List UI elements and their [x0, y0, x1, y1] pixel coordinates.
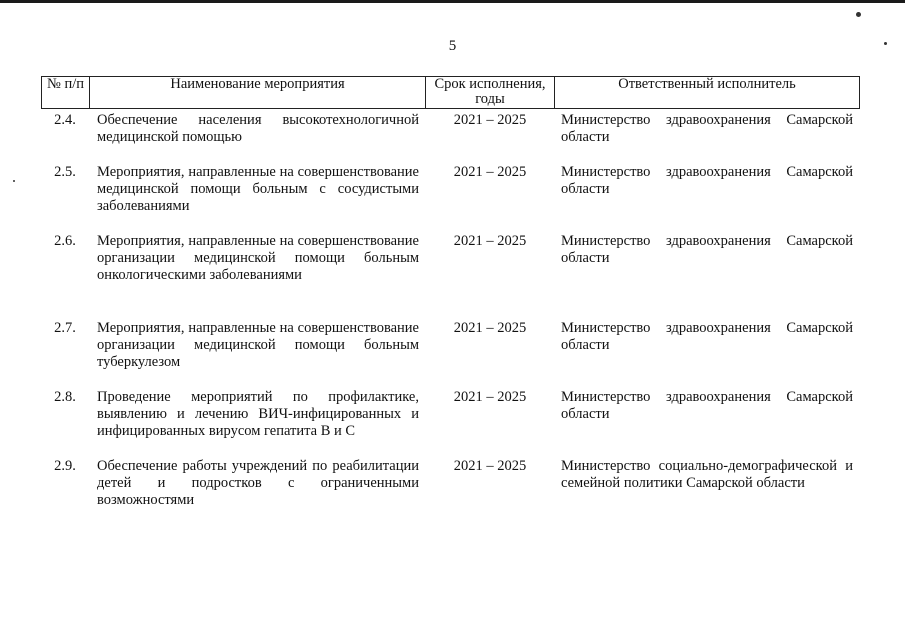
row-term: 2021 – 2025	[453, 320, 527, 336]
row-term: 2021 – 2025	[453, 458, 527, 474]
row-name: Обеспечение населения высокотехнологичной медицинской помощью	[97, 112, 419, 145]
row-term: 2021 – 2025	[453, 389, 527, 405]
row-responsible: Министерство здравоохранения Самарской области	[561, 164, 853, 197]
header-num: № п/п	[42, 77, 90, 109]
scan-speck	[856, 12, 861, 17]
row-num: 2.6.	[54, 233, 76, 249]
row-term: 2021 – 2025	[453, 112, 527, 128]
page-number: 5	[448, 38, 457, 54]
row-responsible: Министерство здравоохранения Самарской области	[561, 233, 853, 266]
row-num: 2.4.	[54, 112, 76, 128]
header-term: Срок исполнения, годы	[426, 77, 555, 109]
row-num: 2.8.	[54, 389, 76, 405]
row-name: Мероприятия, направленные на совершенствование организации медицинской помощи больным онкологическими заболеваниями	[97, 233, 419, 283]
row-name: Обеспечение работы учреждений по реабилитации детей и подростков с ограниченными возможностями	[97, 458, 419, 508]
scan-speck	[13, 180, 15, 182]
header-name: Наименование мероприятия	[90, 77, 426, 109]
row-name: Мероприятия, направленные на совершенствование организации медицинской помощи больным туберкулезом	[97, 320, 419, 370]
row-num: 2.9.	[54, 458, 76, 474]
header-row	[42, 77, 860, 109]
scan-edge-line	[0, 0, 905, 3]
table-header	[41, 76, 860, 109]
row-term: 2021 – 2025	[453, 233, 527, 249]
header-responsible: Ответственный исполнитель	[555, 77, 860, 109]
row-term: 2021 – 2025	[453, 164, 527, 180]
row-num: 2.5.	[54, 164, 76, 180]
row-num: 2.7.	[54, 320, 76, 336]
row-name: Мероприятия, направленные на совершенствование медицинской помощи больным с сосудистыми заболеваниями	[97, 164, 419, 214]
row-responsible: Министерство здравоохранения Самарской области	[561, 389, 853, 422]
row-name: Проведение мероприятий по профилактике, выявлению и лечению ВИЧ-инфицированных и инфицированных вирусом гепатита B и C	[97, 389, 419, 439]
row-responsible: Министерство здравоохранения Самарской области	[561, 320, 853, 353]
row-responsible: Министерство здравоохранения Самарской области	[561, 112, 853, 145]
row-responsible: Министерство социально-демографической и семейной политики Самарской области	[561, 458, 853, 491]
